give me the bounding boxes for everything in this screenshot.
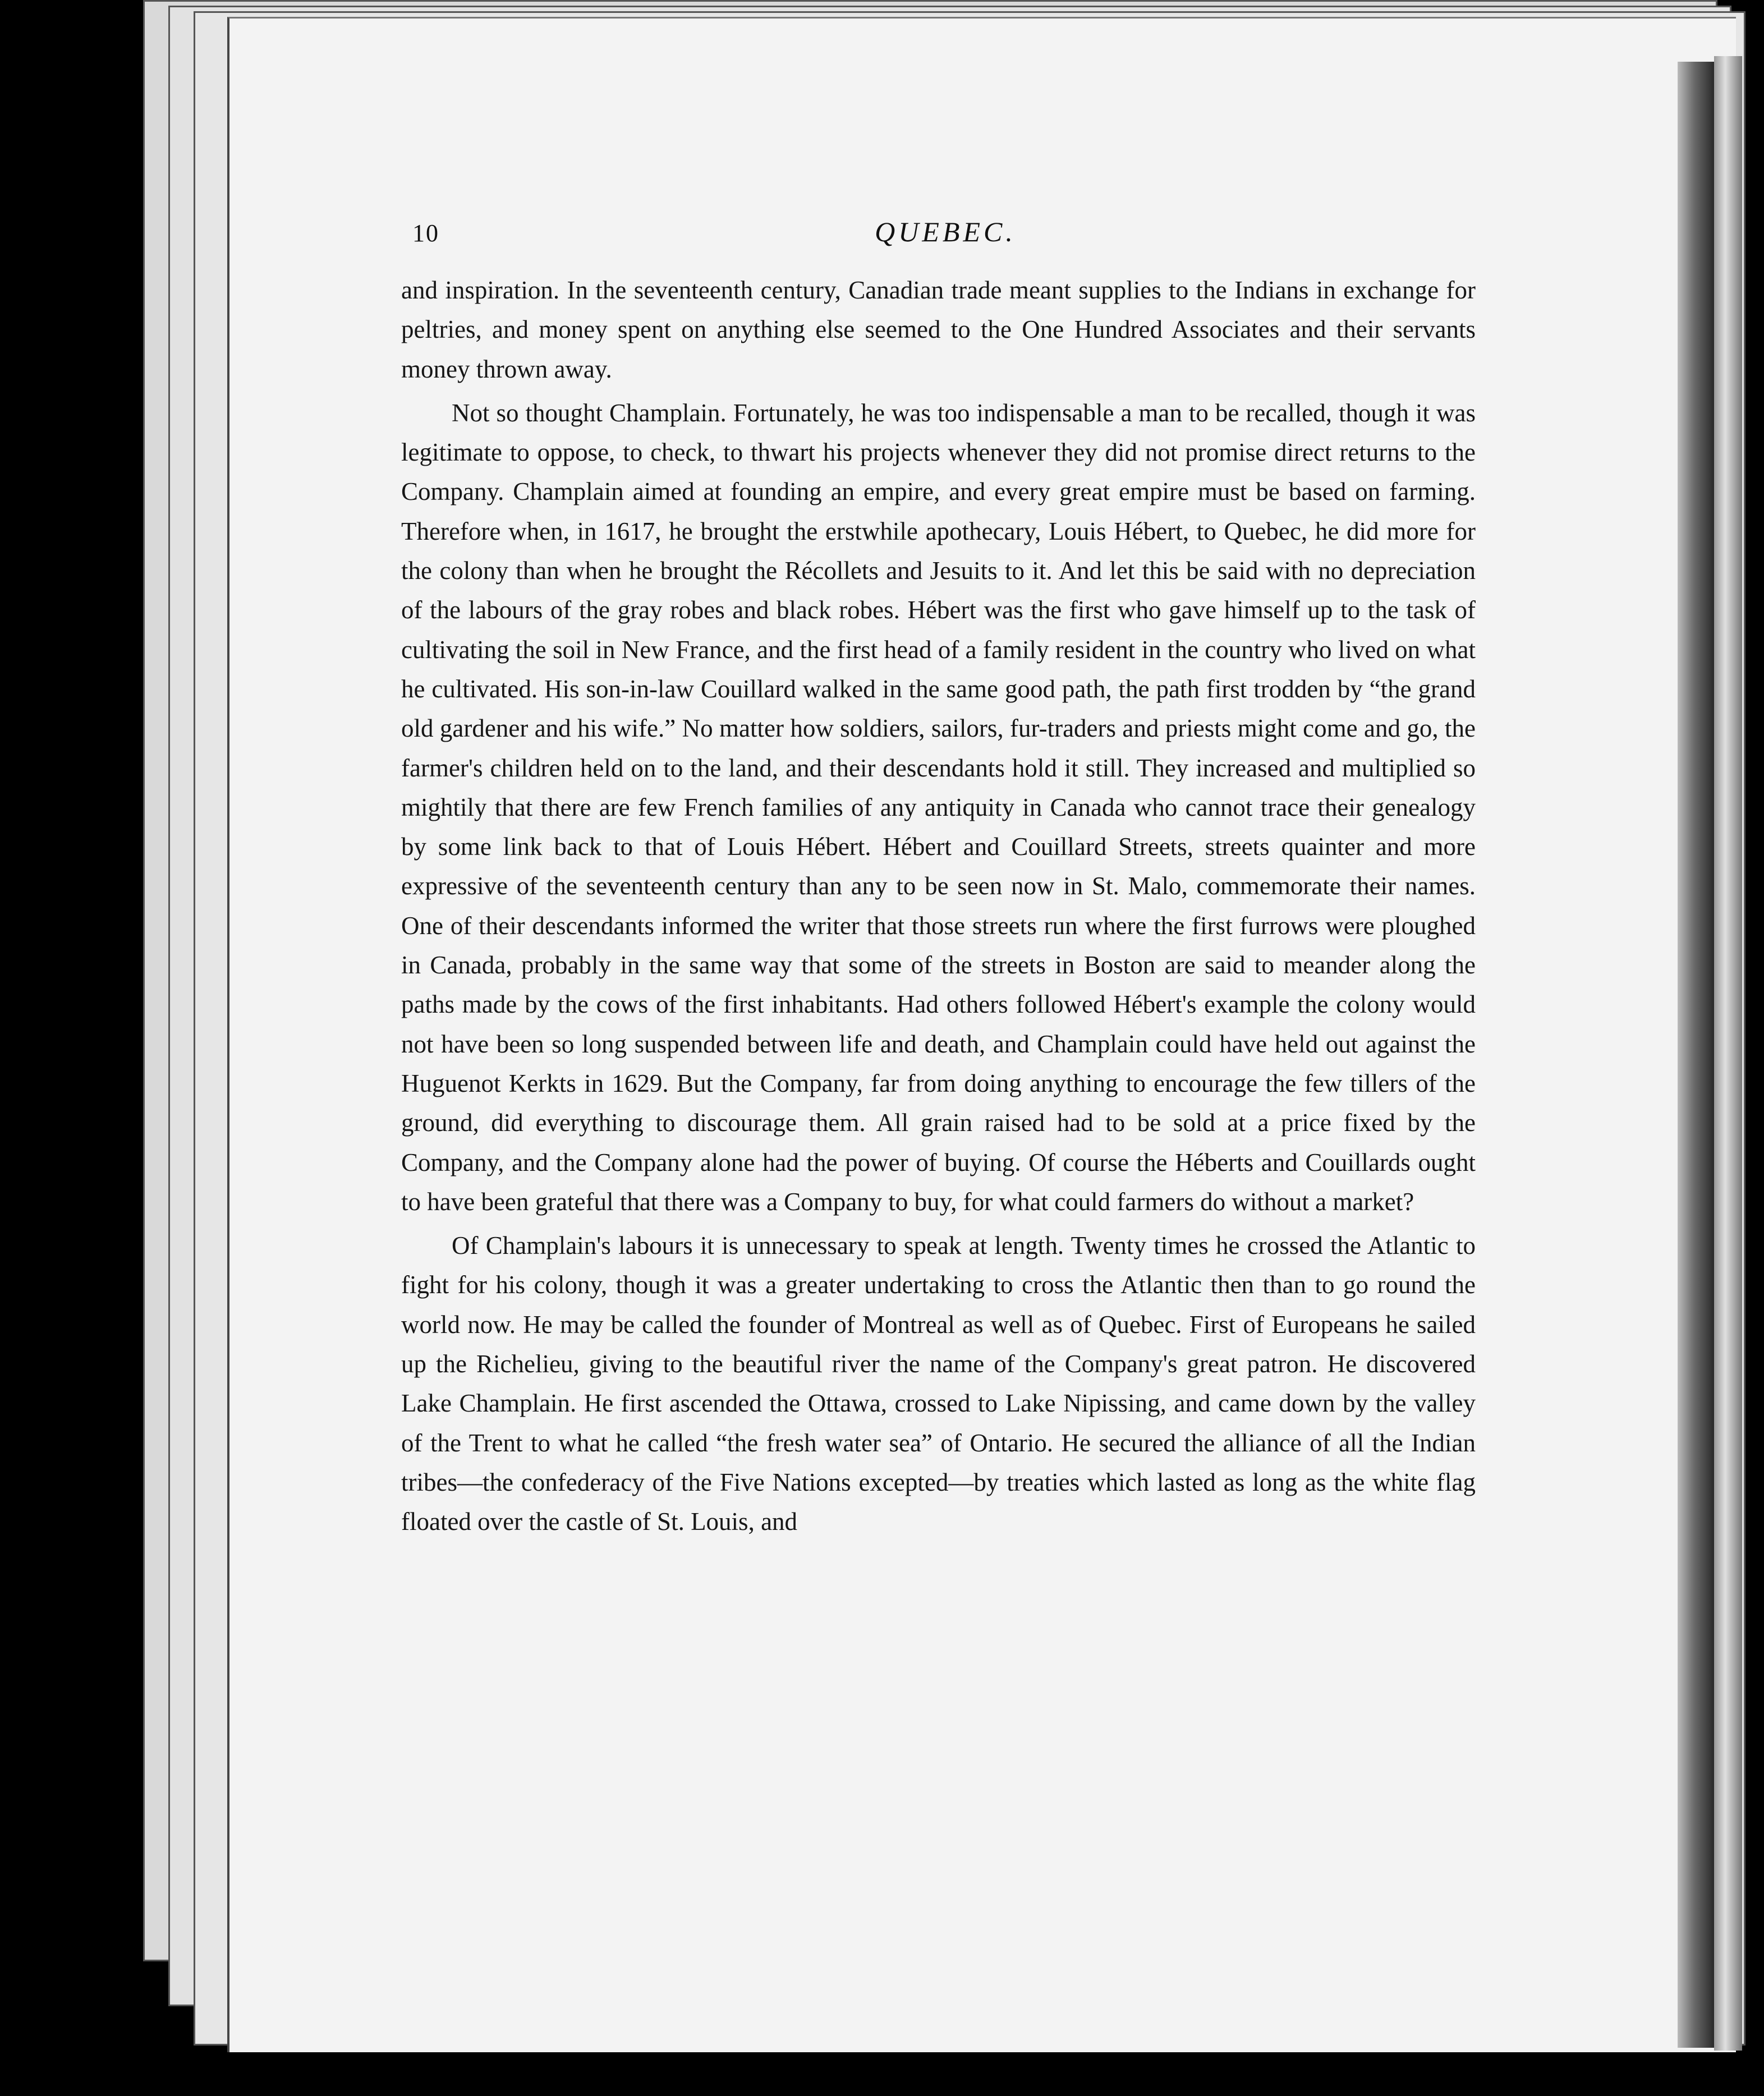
- page-number: 10: [412, 219, 439, 247]
- body-text: [401, 270, 1476, 1542]
- paragraph: Not so thought Champlain. Fortunately, he was too indispensable a man to be recalled, though it was legitimate to oppose, to check, to thwart his projects whenever they did not promise direct returns to the Company. Champlain aimed at founding an empire, and every great empire must be based on farming. Therefore when, in 1617, he brought the erstwhile apothecary, Louis Hébert, to Quebec, he did more for the colony than when he brought the Récollets and Jesuits to it. And let this be said with no depreciation of the labours of the gray robes and black robes. Hébert was the first who gave himself up to the task of cultivating the soil in New France, and the first head of a family resident in the country who lived on what he cultivated. His son-in-law Couillard walked in the same good path, the path first trodden by “the grand old gardener and his wife.” No matter how soldiers, sailors, fur-traders and priests might come and go, the farmer's children held on to the land, and their descendants hold it still. They increased and multiplied so mightily that there are few French families of any antiquity in Canada who cannot trace their genealogy by some link back to that of Louis Hébert. Hébert and Couillard Streets, streets quainter and more expressive of the seventeenth century than any to be seen now in St. Malo, commemorate their names. One of their descendants informed the writer that those streets run where the first furrows were ploughed in Canada, probably in the same way that some of the streets in Boston are said to meander along the paths made by the cows of the first inhabitants. Had others followed Hébert's example the colony would not have been so long suspended between life and death, and Champlain could have held out against the Huguenot Kerkts in 1629. But the Company, far from doing anything to encourage the few tillers of the ground, did everything to discourage them. All grain raised had to be sold at a price fixed by the Company, and the Company alone had the power of buying. Of course the Héberts and Couillards ought to have been grateful that there was a Company to buy, for what could farmers do without a market?: [401, 398, 1476, 1216]
- book-gutter-shadow: [1678, 62, 1714, 2048]
- facing-page-edge: [1714, 56, 1742, 2051]
- running-title: QUEBEC.: [875, 216, 1016, 247]
- paragraph-continued: and inspiration. In the seventeenth century, Canadian trade meant supplies to the Indians in exchange for peltries, and money spent on anything else seemed to the One Hundred Associates and their servants money thrown away.: [401, 276, 1476, 383]
- paragraph: Of Champlain's labours it is unnecessary to speak at length. Twenty times he crossed the Atlantic to fight for his colony, though it was a greater undertaking to cross the Atlantic then than to go round the world now. He may be called the founder of Montreal as well as of Quebec. First of Europeans he sailed up the Richelieu, giving to the beautiful river the name of the Company's great patron. He discovered Lake Champlain. He first ascended the Ottawa, crossed to Lake Nipissing, and came down by the valley of the Trent to what he called “the fresh water sea” of Ontario. He secured the alliance of all the Indian tribes—the confederacy of the Five Nations excepted—by treaties which lasted as long as the white flag floated over the castle of St. Louis, and: [401, 1231, 1476, 1536]
- running-header: [412, 208, 1478, 258]
